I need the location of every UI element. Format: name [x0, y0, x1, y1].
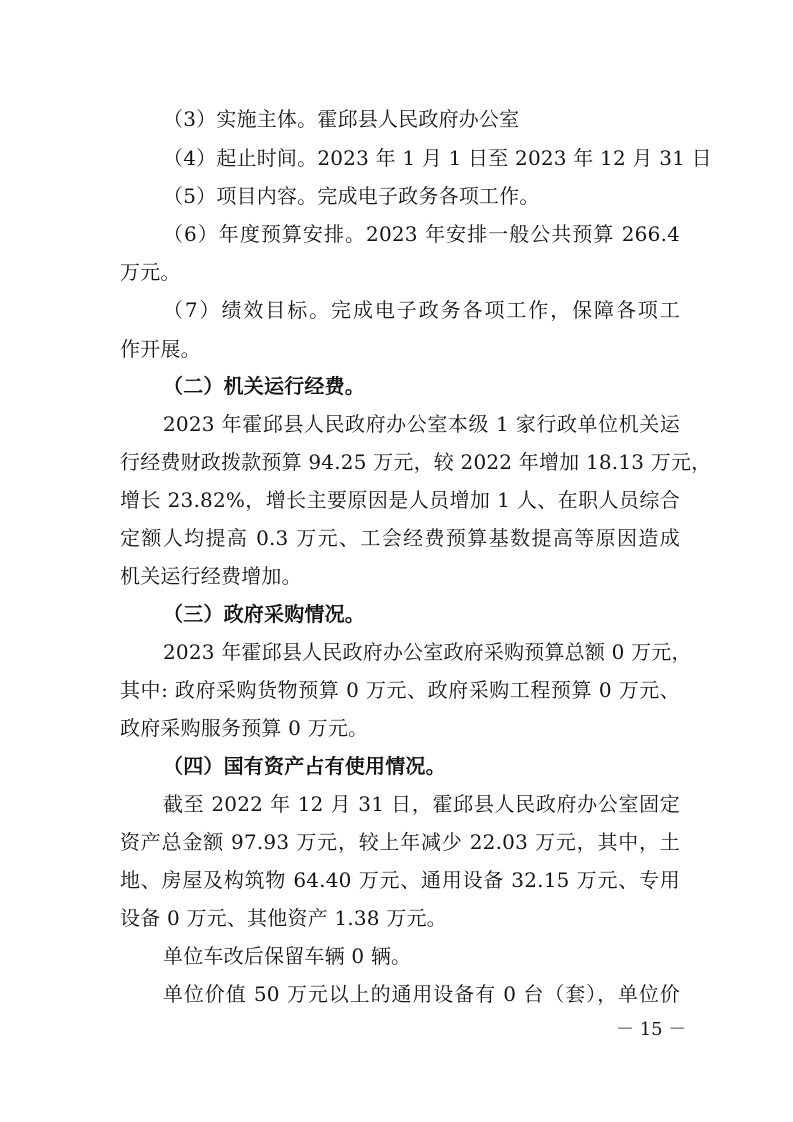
operating-expenses-line-1: 2023 年霍邱县人民政府办公室本级 1 家行政单位机关运: [163, 412, 680, 436]
state-assets-line-1: 截至 2022 年 12 月 31 日，霍邱县人民政府办公室固定: [163, 792, 680, 816]
section-heading-procurement: （三）政府采购情况。: [163, 602, 365, 626]
section-heading-operating-expenses: （二）机关运行经费。: [163, 374, 365, 398]
vehicles-line: 单位车改后保留车辆 0 辆。: [163, 944, 412, 968]
page-number: － 15 －: [616, 1019, 687, 1040]
state-assets-line-3: 地、房屋及构筑物 64.40 万元、通用设备 32.15 万元、专用: [120, 868, 680, 892]
annual-budget-unit-line: 万元。: [120, 260, 181, 284]
project-content-line: （5）项目内容。完成电子政务各项工作。: [163, 184, 540, 208]
operating-expenses-line-4: 定额人均提高 0.3 万元、工会经费预算基数提高等原因造成: [120, 526, 680, 550]
state-assets-line-4: 设备 0 万元、其他资产 1.38 万元。: [120, 906, 447, 930]
performance-goal-line: （7）绩效目标。完成电子政务各项工作，保障各项工: [163, 298, 680, 322]
procurement-line-1: 2023 年霍邱县人民政府办公室政府采购预算总额 0 万元，: [163, 640, 692, 664]
state-assets-line-2: 资产总金额 97.93 万元，较上年减少 22.03 万元，其中，土: [120, 830, 680, 854]
performance-goal-continuation: 作开展。: [120, 337, 201, 361]
operating-expenses-line-5: 机关运行经费增加。: [120, 564, 302, 588]
annual-budget-line: （6）年度预算安排。2023 年安排一般公共预算 266.4: [163, 222, 680, 246]
project-subject-line: （3）实施主体。霍邱县人民政府办公室: [163, 107, 520, 131]
procurement-line-3: 政府采购服务预算 0 万元。: [120, 716, 369, 740]
operating-expenses-line-3: 增长 23.82%，增长主要原因是人员增加 1 人、在职人员综合: [120, 488, 680, 512]
section-heading-state-assets: （四）国有资产占有使用情况。: [163, 754, 446, 778]
operating-expenses-line-2: 行经费财政拨款预算 94.25 万元，较 2022 年增加 18.13 万元，: [120, 450, 712, 474]
equipment-line: 单位价值 50 万元以上的通用设备有 0 台（套），单位价: [163, 982, 680, 1006]
project-period-line: （4）起止时间。2023 年 1 月 1 日至 2023 年 12 月 31 日: [163, 146, 712, 170]
procurement-line-2: 其中: 政府采购货物预算 0 万元、政府采购工程预算 0 万元、: [120, 678, 680, 702]
